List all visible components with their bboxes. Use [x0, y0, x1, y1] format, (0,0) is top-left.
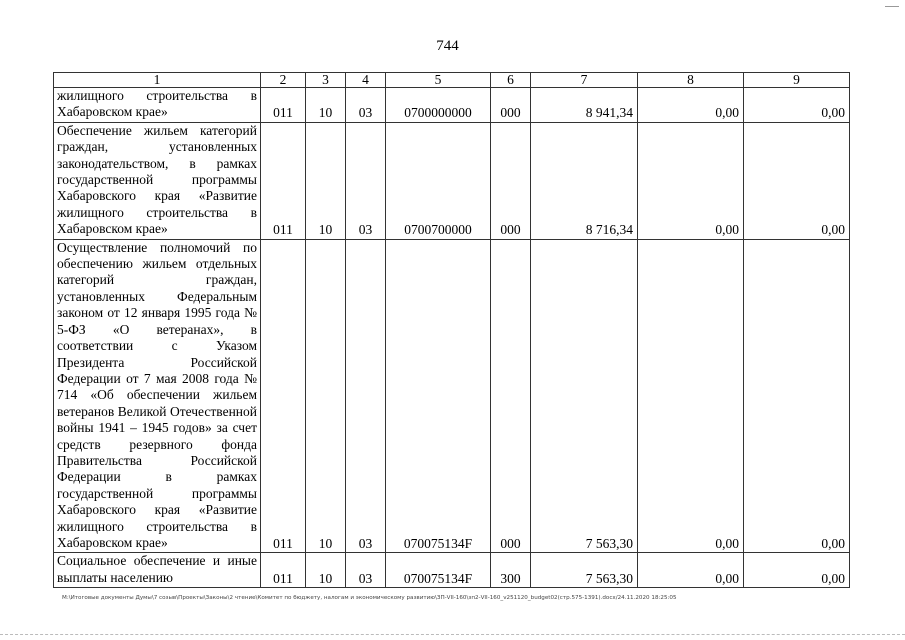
cell-target-article: 0700000000: [386, 88, 491, 123]
column-header: 9: [744, 73, 850, 88]
corner-mark: [885, 6, 899, 7]
cell-section: 10: [306, 239, 346, 553]
cell-col8: 0,00: [638, 239, 744, 553]
cell-amount: 7 563,30: [531, 553, 638, 588]
table-header-row: [54, 73, 850, 88]
cell-col8: 0,00: [638, 122, 744, 239]
cell-target-article: 070075134F: [386, 239, 491, 553]
page-number: 744: [436, 38, 459, 54]
cell-ministry-code: 011: [261, 553, 306, 588]
column-header: 8: [638, 73, 744, 88]
row-name: Социальное обеспечение и иные выплаты населению: [54, 553, 261, 588]
cell-expense-type: 000: [491, 239, 531, 553]
cell-col9: 0,00: [744, 88, 850, 123]
cell-section: 10: [306, 553, 346, 588]
cell-target-article: 070075134F: [386, 553, 491, 588]
cell-subsection: 03: [346, 88, 386, 123]
table-row: [54, 239, 850, 553]
cell-section: 10: [306, 88, 346, 123]
page-edge-line: [0, 634, 905, 635]
table-row: [54, 88, 850, 123]
cell-section: 10: [306, 122, 346, 239]
column-header: 4: [346, 73, 386, 88]
cell-ministry-code: 011: [261, 88, 306, 123]
table-row: [54, 122, 850, 239]
cell-amount: 7 563,30: [531, 239, 638, 553]
cell-col8: 0,00: [638, 553, 744, 588]
cell-expense-type: 000: [491, 88, 531, 123]
table-row: [54, 553, 850, 588]
column-header: 7: [531, 73, 638, 88]
column-header: 5: [386, 73, 491, 88]
row-name: Осуществление полномочий по обеспечению жильем отдельных категорий граждан, установленных Федеральным законом от 12 января 1995 года № 5-ФЗ «О ветеранах», в соответствии с Указом Президента Российской Федерации от 7 мая 2008 года № 714 «Об обеспечении жильем ветеранов Великой Отечественной войны 1941 – 1945 годов» за счет средств резервного фонда Правительства Российской Федерации в рамках государственной программы Хабаровского края «Развитие жилищного строительства в Хабаровском крае»: [54, 239, 261, 553]
column-header: 6: [491, 73, 531, 88]
row-name: Обеспечение жильем категорий граждан, установленных законодательством, в рамках государственной программы Хабаровского края «Развитие жилищного строительства в Хабаровском крае»: [54, 122, 261, 239]
cell-col9: 0,00: [744, 122, 850, 239]
cell-amount: 8 716,34: [531, 122, 638, 239]
cell-col9: 0,00: [744, 553, 850, 588]
cell-ministry-code: 011: [261, 239, 306, 553]
cell-col8: 0,00: [638, 88, 744, 123]
budget-table: [53, 72, 850, 588]
row-name: жилищного строительства в Хабаровском крае»: [54, 88, 261, 123]
cell-subsection: 03: [346, 553, 386, 588]
cell-expense-type: 000: [491, 122, 531, 239]
cell-subsection: 03: [346, 239, 386, 553]
cell-target-article: 0700700000: [386, 122, 491, 239]
column-header: 1: [54, 73, 261, 88]
file-path-footer: M:\Итоговые документы Думы\7 созыв\Проекты\Законы\2 чтение\Комитет по бюджету, налогам и экономическому развитию\ЗП-VII-160\зп2-VII-160_v251120_budget02(стр.575-1391).docx/24.11.2020 18:25:05: [62, 595, 677, 601]
column-header: 2: [261, 73, 306, 88]
cell-expense-type: 300: [491, 553, 531, 588]
cell-amount: 8 941,34: [531, 88, 638, 123]
cell-ministry-code: 011: [261, 122, 306, 239]
column-header: 3: [306, 73, 346, 88]
cell-subsection: 03: [346, 122, 386, 239]
cell-col9: 0,00: [744, 239, 850, 553]
